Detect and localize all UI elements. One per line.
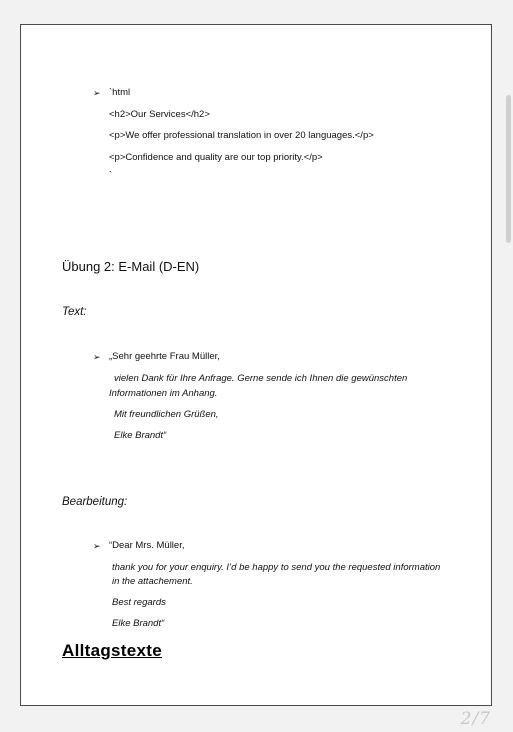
- source-line-3: Informationen im Anhang.: [109, 388, 218, 399]
- code-line-5: `: [109, 170, 113, 181]
- translation-line-2: thank you for your enquiry. I’d be happy to send you the requested information: [112, 562, 441, 573]
- page-number: 2/7: [460, 709, 491, 729]
- bullet-icon: ➢: [93, 541, 101, 551]
- document-page: [20, 24, 492, 706]
- translation-line-1: “Dear Mrs. Müller,: [109, 540, 185, 551]
- code-line-3: <p>We offer professional translation in over 20 languages.</p>: [109, 130, 374, 141]
- source-line-1: „Sehr geehrte Frau Müller,: [109, 351, 220, 362]
- exercise-heading: Übung 2: E-Mail (D-EN): [62, 259, 200, 274]
- code-line-4: <p>Confidence and quality are our top priority.</p>: [109, 152, 323, 163]
- source-line-5: Elke Brandt“: [114, 430, 167, 441]
- source-line-2: vielen Dank für Ihre Anfrage. Gerne sende ich Ihnen die gewünschten: [114, 373, 408, 384]
- vertical-scrollbar[interactable]: [503, 0, 513, 732]
- bullet-icon: ➢: [93, 88, 101, 98]
- code-line-2: <h2>Our Services</h2>: [109, 109, 210, 120]
- translation-line-4: Best regards: [112, 597, 166, 608]
- translation-line-5: Elke Brandt“: [112, 618, 165, 629]
- bullet-icon: ➢: [93, 352, 101, 362]
- translation-line-3: in the attachement.: [112, 576, 193, 587]
- source-label: Text:: [62, 306, 87, 318]
- source-line-4: Mit freundlichen Grüßen,: [114, 409, 219, 420]
- section-heading: Alltagstexte: [62, 641, 162, 660]
- code-line-1: `html: [109, 87, 131, 98]
- translation-label: Bearbeitung:: [62, 496, 128, 508]
- scrollbar-thumb[interactable]: [506, 95, 511, 243]
